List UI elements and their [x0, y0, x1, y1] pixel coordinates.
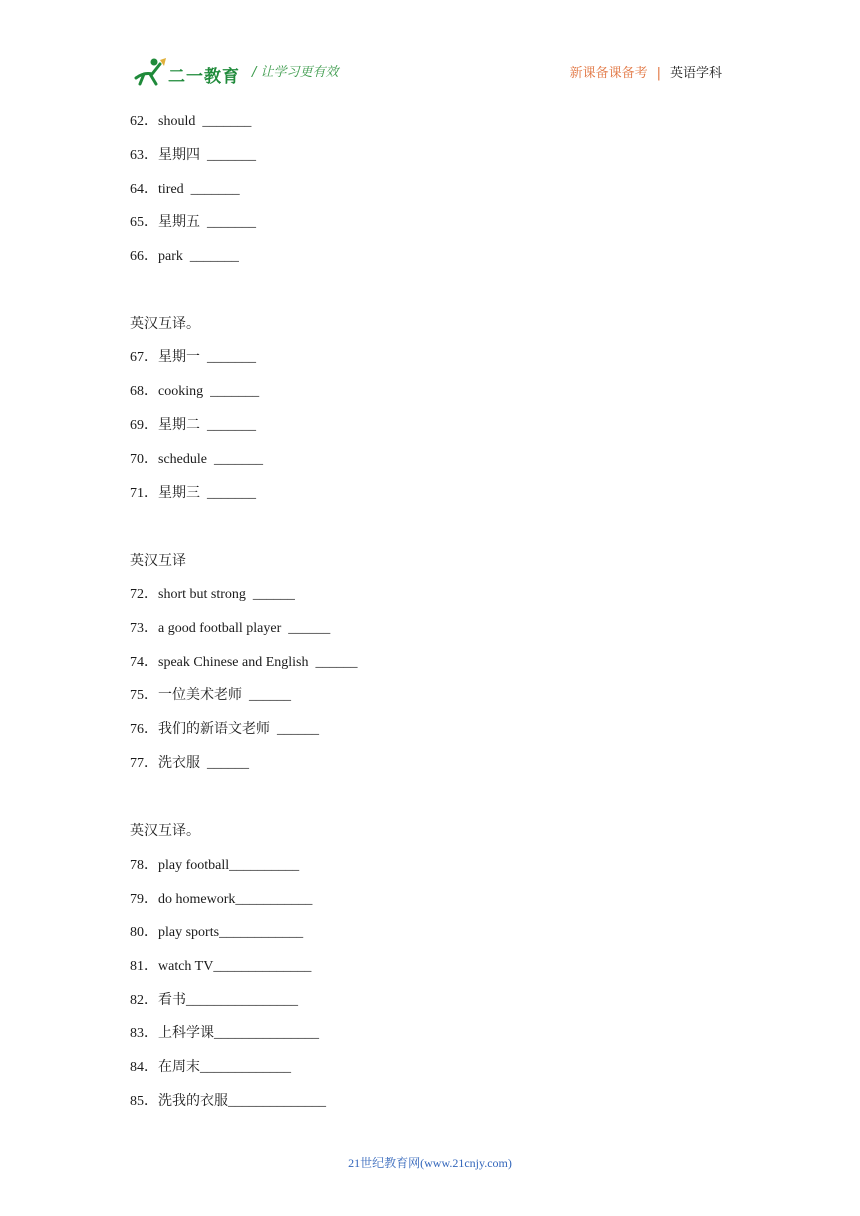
answer-blank[interactable]: ______________: [213, 959, 312, 974]
answer-blank[interactable]: _______: [213, 452, 263, 467]
question-item: 77．洗衣服 ______: [130, 756, 249, 771]
answer-blank[interactable]: _______: [189, 249, 239, 264]
question-item: 65．星期五 _______: [130, 215, 256, 230]
answer-blank[interactable]: __________: [229, 858, 300, 873]
answer-blank[interactable]: _______: [207, 486, 256, 501]
question-item: 80．play sports____________: [130, 925, 304, 940]
answer-blank[interactable]: _______: [210, 384, 260, 399]
slogan: / 让学习更有效: [252, 65, 339, 80]
answer-blank[interactable]: ______: [277, 722, 319, 737]
question-item: 73．a good football player ______: [130, 621, 331, 636]
answer-blank[interactable]: ________________: [186, 993, 298, 1008]
page-header: [0, 0, 860, 100]
question-item: 63．星期四 _______: [130, 148, 256, 163]
answer-blank[interactable]: _______: [207, 215, 256, 230]
answer-blank[interactable]: _____________: [200, 1060, 291, 1075]
question-item: 82．看书________________: [130, 993, 298, 1008]
question-item: 85．洗我的衣服______________: [130, 1094, 326, 1109]
answer-blank[interactable]: ______________: [228, 1094, 326, 1109]
brand-label: 新课备课备考: [569, 66, 648, 81]
answer-blank[interactable]: ______: [315, 655, 358, 670]
section-title: 英汉互译。: [130, 316, 200, 332]
logo-text: 二一教育: [168, 67, 240, 87]
answer-blank[interactable]: ______: [252, 587, 295, 602]
answer-blank[interactable]: ___________: [235, 892, 313, 907]
section-title: 英汉互译。: [130, 823, 200, 839]
answer-blank[interactable]: _______: [202, 114, 252, 129]
answer-blank[interactable]: ____________: [219, 925, 304, 940]
question-item: 84．在周末_____________: [130, 1060, 291, 1075]
answer-blank[interactable]: _______: [207, 350, 256, 365]
answer-blank[interactable]: ______: [288, 621, 331, 636]
question-item: 78．play football__________: [130, 858, 300, 873]
question-item: 67．星期一 _______: [130, 350, 256, 365]
subject-label: 英语学科: [669, 66, 722, 81]
question-item: 62．should _______: [130, 114, 252, 129]
answer-blank[interactable]: _______________: [214, 1026, 319, 1041]
answer-blank[interactable]: _______: [190, 182, 240, 197]
question-item: 69．星期二 _______: [130, 418, 256, 433]
question-item: 74．speak Chinese and English ______: [130, 655, 358, 670]
question-item: 71．星期三 _______: [130, 486, 256, 501]
section-title: 英汉互译: [130, 553, 186, 569]
question-item: 79．do homework___________: [130, 892, 313, 907]
answer-blank[interactable]: ______: [249, 688, 291, 703]
logo: [130, 54, 240, 90]
header-separator: |: [656, 66, 661, 81]
question-item: 81．watch TV______________: [130, 959, 312, 974]
question-item: 70．schedule _______: [130, 452, 263, 467]
runner-logo-icon: [130, 54, 170, 88]
question-item: 72．short but strong ______: [130, 587, 295, 602]
question-item: 76．我们的新语文老师 ______: [130, 722, 319, 737]
page-footer[interactable]: 21世纪教育网(www.21cnjy.com): [348, 1156, 512, 1170]
answer-blank[interactable]: ______: [207, 756, 249, 771]
question-item: 64．tired _______: [130, 182, 240, 197]
answer-blank[interactable]: _______: [207, 418, 256, 433]
question-item: 83．上科学课_______________: [130, 1026, 319, 1041]
question-item: 66．park _______: [130, 249, 239, 264]
question-item: 75．一位美术老师 ______: [130, 688, 291, 703]
answer-blank[interactable]: _______: [207, 148, 256, 163]
question-item: 68．cooking _______: [130, 384, 260, 399]
header-right: [570, 62, 722, 81]
